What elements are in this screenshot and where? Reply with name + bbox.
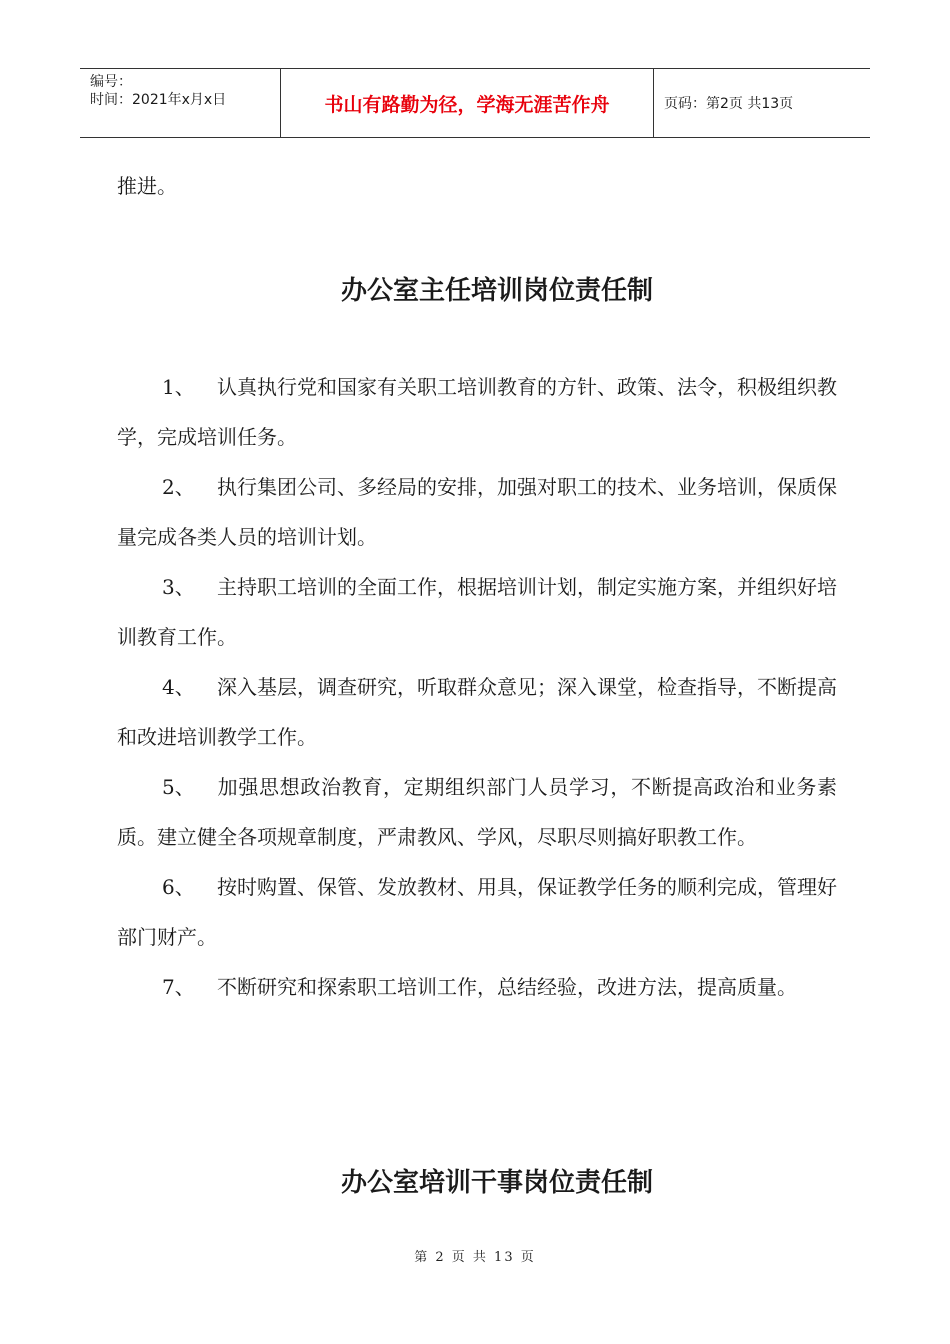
page-footer: 第 2 页 共 13 页 [414,1250,536,1265]
item-text: 认真执行党和国家有关职工培训教育的方针、政策、法令，积极组织教学，完成培训任务。 [117,375,837,449]
section-title-director: 办公室主任培训岗位责任制 [340,276,653,306]
section-title-clerk: 办公室培训干事岗位责任制 [340,1168,653,1198]
carryover-text: 推进。 [117,174,177,198]
item-number: 4、 [162,675,195,699]
item-text: 加强思想政治教育，定期组织部门人员学习，不断提高政治和业务素质。建立健全各项规章制度，严肃教风、学风，尽职尽则搞好职教工作。 [117,775,837,849]
item-text: 主持职工培训的全面工作，根据培训计划，制定实施方案，并组织好培训教育工作。 [117,575,837,649]
document-date: 时间：2021年x月x日 [90,92,227,108]
list-item [117,662,837,762]
responsibility-list [117,362,837,1012]
item-number: 6、 [162,875,195,899]
header-meta [80,69,281,137]
item-text: 不断研究和探索职工培训工作，总结经验，改进方法，提高质量。 [217,975,797,999]
item-number: 2、 [162,475,195,499]
list-item [117,362,837,462]
header-motto: 书山有路勤为径，学海无涯苦作舟 [281,69,654,137]
item-number: 5、 [162,775,195,799]
page-header [80,68,870,138]
item-number: 3、 [162,575,195,599]
list-item [117,862,837,962]
item-text: 执行集团公司、多经局的安排，加强对职工的技术、业务培训，保质保量完成各类人员的培训计划。 [117,475,837,549]
list-item [117,962,837,1012]
list-item [117,762,837,862]
item-number: 1、 [162,375,195,399]
list-item [117,562,837,662]
item-text: 按时购置、保管、发放教材、用具，保证教学任务的顺利完成，管理好部门财产。 [117,875,837,949]
item-text: 深入基层，调查研究，听取群众意见；深入课堂，检查指导，不断提高和改进培训教学工作。 [117,675,837,749]
item-number: 7、 [162,975,195,999]
document-number-label: 编号： [90,74,132,90]
header-page-indicator: 页码：第2页 共13页 [664,96,794,112]
list-item [117,462,837,562]
